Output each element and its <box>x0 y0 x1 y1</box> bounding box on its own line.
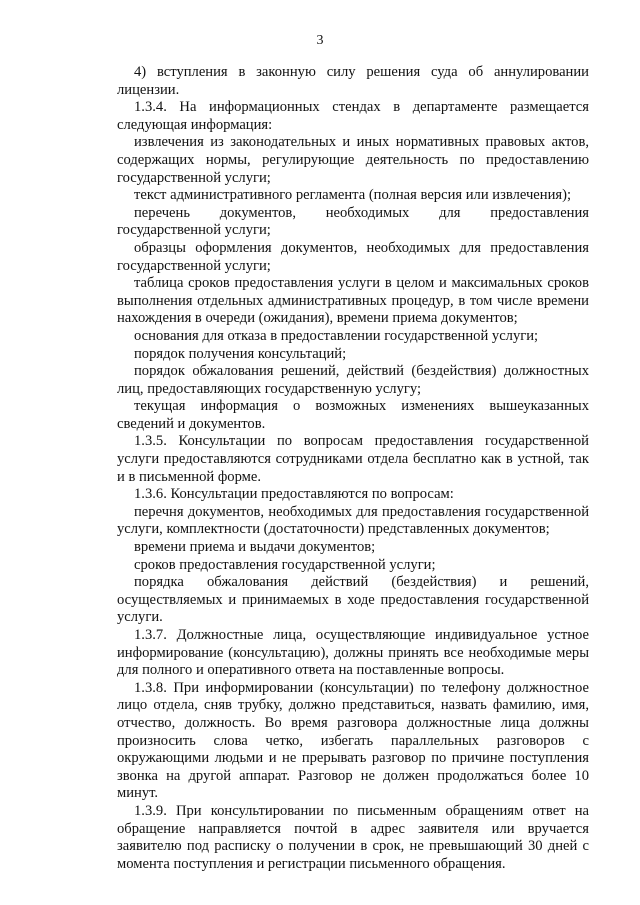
paragraph-1-3-7: 1.3.7. Должностные лица, осуществляющие индивидуальное устное информирование (консультацию), должны принять все необходимые меры для полного и оперативного ответа на поставленные вопросы. <box>117 627 589 679</box>
list-item-refusal-grounds: основания для отказа в предоставлении государственной услуги; <box>134 327 539 344</box>
paragraph-1-3-8: 1.3.8. При информировании (консультации) по телефону должностное лицо отдела, сняв трубку, должно представиться, назвать фамилию, имя, отчество, должность. Во время разговора должностные лица должны произносить слова четко, избегать параллельных разговоров с окружающими людьми и не прерывать разговор по причине поступления звонка на другой аппарат. Разговор не должен продолжаться более 10 минут. <box>117 679 589 802</box>
paragraph-1-3-5: 1.3.5. Консультации по вопросам предоставления государственной услуги предоставляются сотрудниками отдела бесплатно как в устной, так и в письменной форме. <box>117 433 589 485</box>
list-item-service-terms: сроков предоставления государственной услуги; <box>134 556 436 573</box>
paragraph-1-3-6: 1.3.6. Консультации предоставляются по вопросам: <box>134 486 454 503</box>
list-item-documents-completeness: перечня документов, необходимых для предоставления государственной услуги, комплектности (достаточности) представленных документов; <box>117 503 589 538</box>
list-item-regulation-text: текст административного регламента (полная версия или извлечения); <box>134 187 572 204</box>
list-item-appeal-procedure: порядок обжалования решений, действий (бездействия) должностных лиц, предоставляющих государственную услугу; <box>117 363 589 397</box>
list-item-current-info: текущая информация о возможных изменениях вышеуказанных сведений и документов. <box>117 398 589 432</box>
paragraph-1-3-9: 1.3.9. При консультировании по письменным обращениям ответ на обращение направляется почтой в адрес заявителя или вручается заявителю под расписку о получении в срок, не превышающий 30 дней с момента поступления и регистрации письменного обращения. <box>117 802 589 872</box>
paragraph-item-4: 4) вступления в законную силу решения суда об аннулировании лицензии. <box>117 64 589 98</box>
list-item-appeal-order: порядка обжалования действий (бездействия) и решений, осуществляемых и принимаемых в ходе предоставления государственной услуги. <box>117 574 589 626</box>
list-item-terms-table: таблица сроков предоставления услуги в целом и максимальных сроков выполнения отдельных административных процедур, в том числе времени нахождения в очереди (ожидания), времени приема документов; <box>117 275 589 327</box>
paragraph-1-3-4: 1.3.4. На информационных стендах в департаменте размещается следующая информация: <box>117 99 589 133</box>
list-item-legal-extracts: извлечения из законодательных и иных нормативных правовых актов, содержащих нормы, регулирующие деятельность по предоставлению государственной услуги; <box>117 134 589 186</box>
list-item-documents-list: перечень документов, необходимых для предоставления государственной услуги; <box>117 204 589 239</box>
page-number: 3 <box>316 33 324 48</box>
list-item-reception-time: времени приема и выдачи документов; <box>134 539 376 556</box>
list-item-document-samples: образцы оформления документов, необходимых для предоставления государственной услуги; <box>117 239 589 274</box>
document-body <box>117 64 589 873</box>
list-item-consultation-procedure: порядок получения консультаций; <box>134 345 347 362</box>
